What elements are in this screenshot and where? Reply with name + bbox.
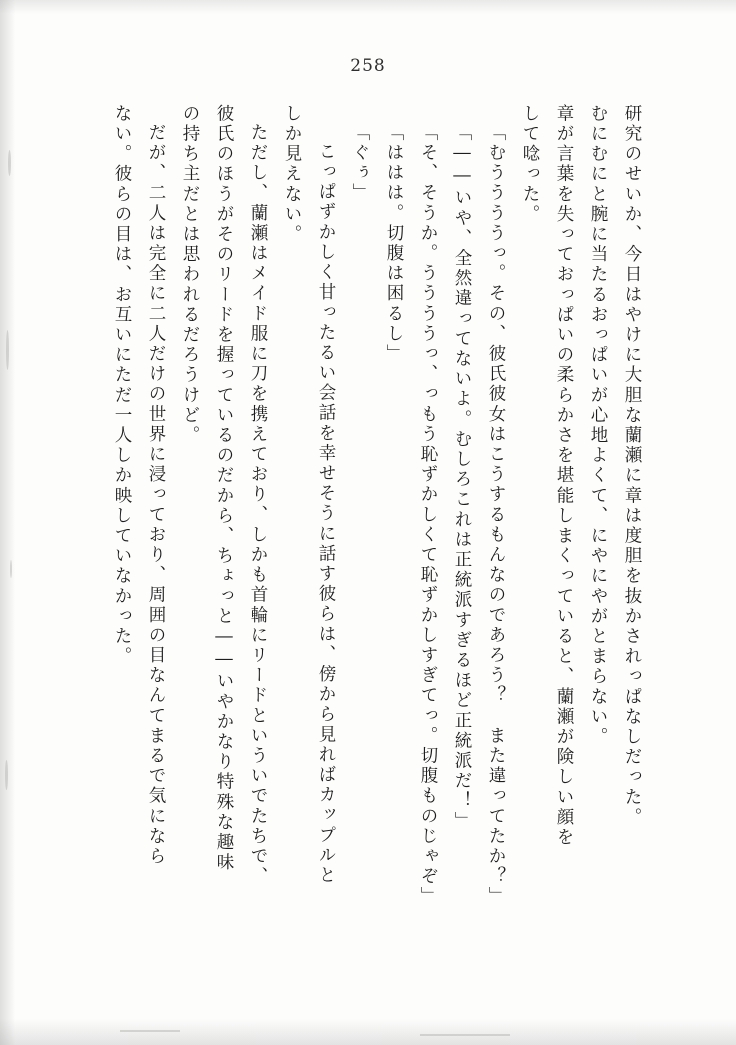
- text-column: の持ち主だとは思われるだろうけど。: [180, 104, 200, 446]
- scan-speck: [5, 760, 8, 790]
- text-column: 章が言葉を失っておっぱいの柔らかさを堪能しまくっていると、蘭瀬が険しい顔を: [554, 104, 574, 848]
- scan-speck: [8, 150, 11, 176]
- scan-speck: [10, 560, 12, 578]
- text-column: むにむにと腕に当たるおっぱいが心地よくて、にやにやがとまらない。: [588, 104, 608, 748]
- scan-speck: [420, 1034, 510, 1036]
- scan-speck: [120, 1030, 180, 1032]
- text-column: 「ははは。切腹は困るし」: [384, 123, 404, 365]
- text-column: 「ぐぅ」: [350, 123, 370, 204]
- text-column: 研究のせいか、今日はやけに大胆な蘭瀬に章は度胆を抜かされっぱなしだった。: [622, 104, 642, 828]
- text-column: だが、二人は完全に二人だけの世界に浸っており、周囲の目なんてまるで気になら: [146, 123, 166, 867]
- scan-edge-bottom: [0, 1019, 736, 1045]
- text-column: 彼氏のほうがそのリードを握っているのだから、ちょっと――いやかなり特殊な趣味: [214, 104, 234, 873]
- text-column: 「そ、そうか。ううううっ、っもう恥ずかしくて恥ずかしすぎてっ。切腹ものじゃぞ」: [418, 123, 438, 907]
- text-column: して唸った。: [520, 104, 540, 225]
- page-number: 258: [350, 56, 386, 76]
- text-column: しか見えない。: [282, 104, 302, 245]
- text-column: 「むううううっ。その、彼氏彼女はこうするもんなのであろう？ また違ってたか？」: [486, 123, 506, 907]
- scan-edge-left: [0, 0, 18, 1045]
- text-column: 「――いや、全然違ってないよ。むしろこれは正統派すぎるほど正統派だ！」: [452, 123, 472, 832]
- text-column: ただし、蘭瀬はメイド服に刀を携えており、しかも首輪にリードといういでたちで、: [248, 123, 268, 887]
- scan-speck: [6, 330, 9, 370]
- scan-edge-top: [0, 0, 736, 14]
- text-column: こっぱずかしく甘ったるい会話を幸せそうに話す彼らは、傍から見ればカップルと: [316, 142, 336, 886]
- text-column: ない。彼らの目は、お互いにただ一人しか映していなかった。: [112, 104, 132, 667]
- body-text: [96, 104, 640, 934]
